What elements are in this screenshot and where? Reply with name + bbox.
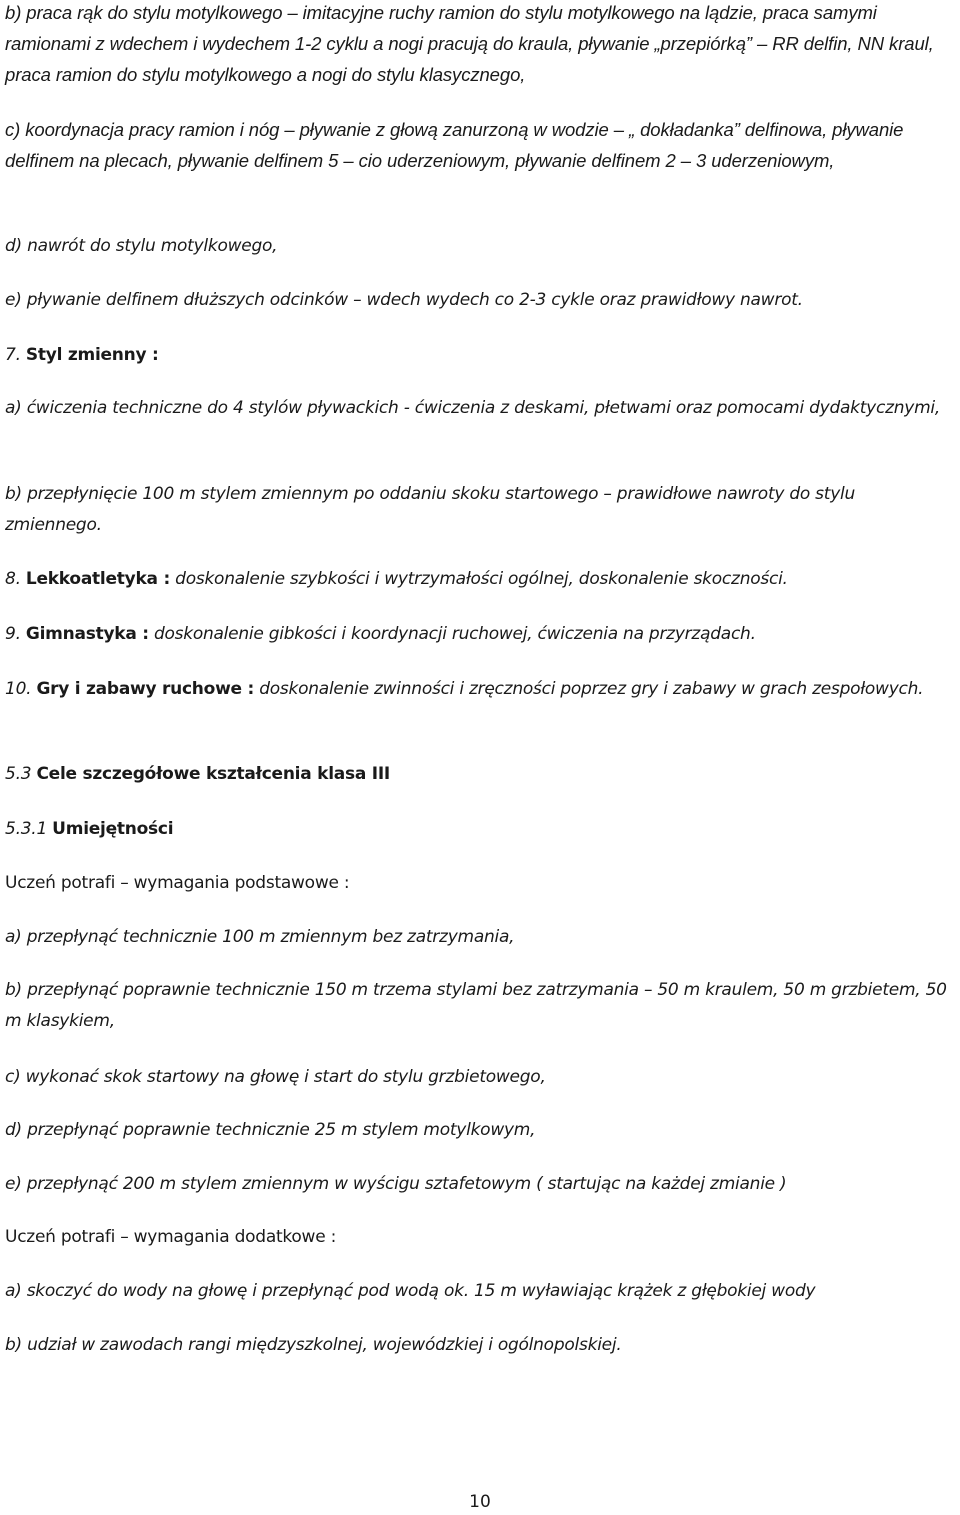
page-number: 10	[469, 1492, 491, 1512]
paragraph-coordination	[5, 114, 955, 176]
paragraph-text: Uczeń potrafi – wymagania dodatkowe :	[5, 1227, 337, 1247]
heading-number: 5.3.1	[5, 819, 48, 839]
paragraph-text: b) przepłynąć poprawnie technicznie 150 m trzema stylami bez zatrzymania – 50 m kraulem, 50 m grzbietem, 50 m klasykiem,	[5, 980, 947, 1031]
extra-requirement-b	[5, 1330, 955, 1361]
section-title: Gimnastyka :	[25, 624, 149, 644]
section-8	[5, 564, 955, 595]
section-9	[5, 619, 955, 650]
section-number: 9.	[5, 624, 21, 644]
section-text: doskonalenie szybkości i wytrzymałości ogólnej, doskonalenie skoczności.	[175, 569, 788, 589]
section-10	[5, 674, 955, 705]
paragraph-7b	[5, 479, 955, 541]
section-text: doskonalenie gibkości i koordynacji ruchowej, ćwiczenia na przyrządach.	[153, 624, 756, 644]
basic-requirement-b	[5, 975, 955, 1037]
paragraph-turn	[5, 231, 955, 262]
section-number: 8.	[5, 569, 21, 589]
heading-5-3	[5, 759, 955, 790]
paragraph-text: Uczeń potrafi – wymagania podstawowe :	[5, 873, 350, 893]
paragraph-text: a) przepłynąć technicznie 100 m zmiennym bez zatrzymania,	[5, 927, 515, 947]
paragraph-text: d) nawrót do stylu motylkowego,	[5, 236, 278, 256]
extra-requirement-a	[5, 1276, 955, 1307]
heading-title: Cele szczegółowe kształcenia klasa III	[36, 764, 390, 784]
paragraph-butterfly-arms	[5, 0, 955, 90]
heading-title: Umiejętności	[52, 819, 174, 839]
paragraph-longer-distances	[5, 285, 955, 316]
paragraph-text: e) pływanie delfinem dłuższych odcinków – wdech wydech co 2-3 cykle oraz prawidłowy nawrot.	[5, 290, 803, 310]
section-title: Styl zmienny :	[25, 345, 159, 365]
basic-requirement-e	[5, 1169, 955, 1200]
paragraph-text: d) przepłynąć poprawnie technicznie 25 m stylem motylkowym,	[5, 1120, 536, 1140]
extra-requirements-intro	[5, 1222, 955, 1253]
basic-requirements-intro	[5, 868, 955, 899]
paragraph-text: b) udział w zawodach rangi międzyszkolnej, wojewódzkiej i ogólnopolskiej.	[5, 1335, 622, 1355]
paragraph-text: a) ćwiczenia techniczne do 4 stylów pływackich - ćwiczenia z deskami, płetwami oraz pomocami dydaktycznymi,	[5, 398, 941, 418]
heading-5-3-1	[5, 814, 955, 845]
paragraph-text: c) koordynacja pracy ramion i nóg – pływanie z głową zanurzoną w wodzie – „ dokładanka” delfinowa, pływanie delfinem na plecach, pływanie delfinem 5 – cio uderzeniowym, pływanie delfinem 2 – 3 uderzeniowym,	[5, 119, 904, 171]
section-7-heading	[5, 340, 955, 371]
paragraph-text: a) skoczyć do wody na głowę i przepłynąć pod wodą ok. 15 m wyławiając krążek z głębokiej wody	[5, 1281, 816, 1301]
basic-requirement-a	[5, 922, 955, 953]
section-title: Gry i zabawy ruchowe :	[36, 679, 255, 699]
paragraph-text: c) wykonać skok startowy na głowę i start do stylu grzbietowego,	[5, 1067, 546, 1087]
paragraph-text: b) praca rąk do stylu motylkowego – imitacyjne ruchy ramion do stylu motylkowego na lądzie, praca samymi ramionami z wdechem i wydechem 1-2 cyklu a nogi pracują do kraula, pływanie „przepiórką” – RR delfin, NN kraul, praca ramion do stylu motylkowego a nogi do stylu klasycznego,	[5, 2, 934, 85]
basic-requirement-c	[5, 1062, 955, 1093]
paragraph-7a	[5, 393, 955, 424]
section-text: doskonalenie zwinności i zręczności poprzez gry i zabawy w grach zespołowych.	[259, 679, 924, 699]
section-number: 7.	[5, 345, 21, 365]
basic-requirement-d	[5, 1115, 955, 1146]
section-title: Lekkoatletyka :	[25, 569, 170, 589]
paragraph-text: e) przepłynąć 200 m stylem zmiennym w wyścigu sztafetowym ( startując na każdej zmianie )	[5, 1174, 787, 1194]
paragraph-text: b) przepłynięcie 100 m stylem zmiennym po oddaniu skoku startowego – prawidłowe nawroty do stylu zmiennego.	[5, 484, 856, 535]
heading-number: 5.3	[5, 764, 32, 784]
section-number: 10.	[5, 679, 32, 699]
